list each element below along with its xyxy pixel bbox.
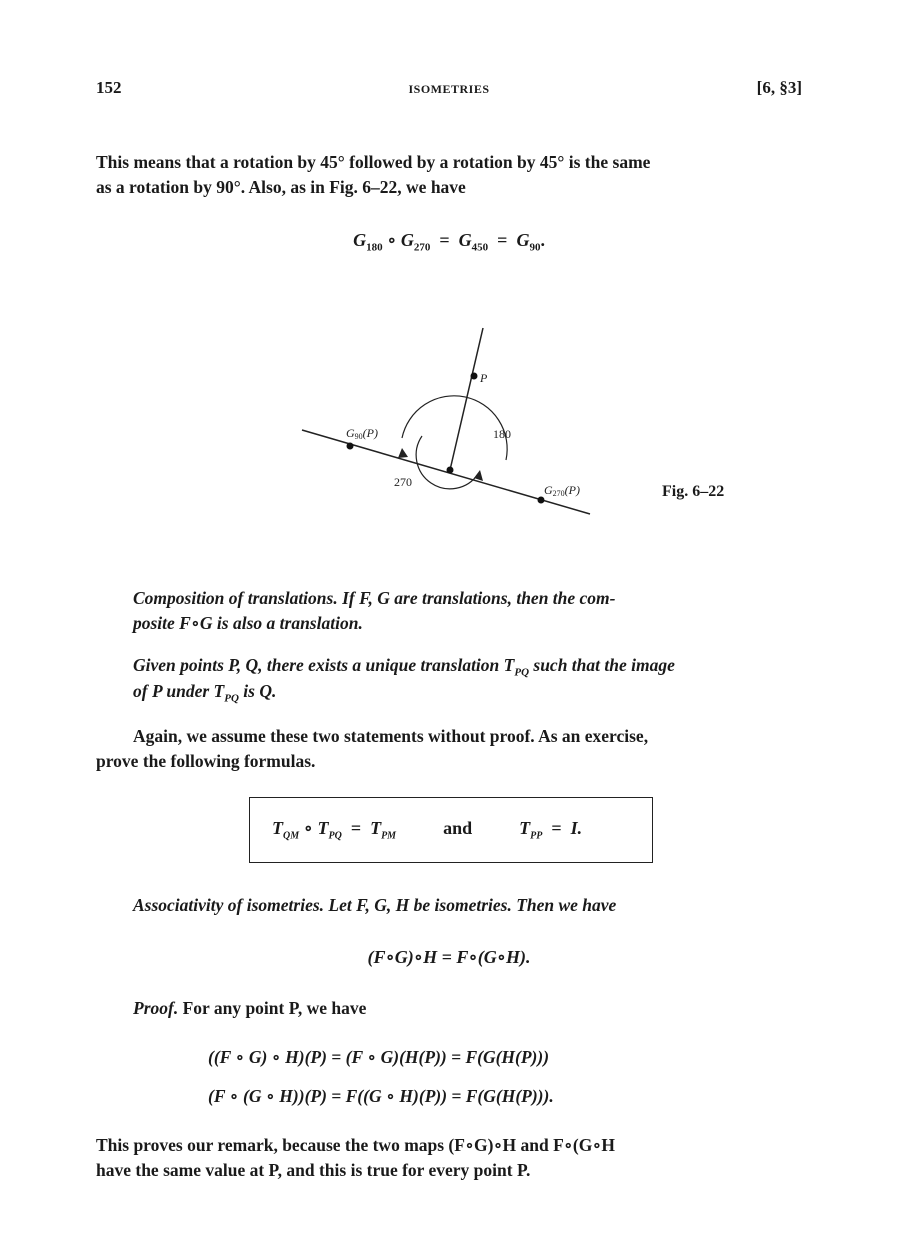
conclusion-line-2: have the same value at P, and this is true for every point P. (96, 1160, 531, 1180)
section-reference: [6, §3] (756, 78, 802, 97)
arc-270 (416, 436, 478, 489)
point-g270p (538, 497, 545, 504)
label-p: P (480, 371, 488, 385)
proof-equation-1: ((F ∘ G) ∘ H)(P) = (F ∘ G)(H(P)) = F(G(H(P))) (208, 1047, 550, 1067)
label-g90p: G90(P) (346, 426, 378, 441)
label-180: 180 (493, 427, 511, 441)
associativity-statement: Associativity of isometries. Let F, G, H be isometries. Then we have (133, 895, 617, 915)
figure-caption: Fig. 6–22 (662, 483, 725, 500)
translations-heading: Composition of translations. (133, 588, 338, 608)
paragraph-2-line-1: Again, we assume these two statements without proof. As an exercise, (133, 726, 649, 746)
running-title: ISOMETRIES (408, 82, 490, 96)
associativity-equation: (F∘G)∘H = F∘(G∘H). (367, 947, 531, 967)
label-g270p: G270(P) (544, 483, 580, 498)
paragraph-1-line-2: as a rotation by 90°. Also, as in Fig. 6–22, we have (96, 177, 466, 197)
proof-label: Proof. (133, 998, 179, 1018)
conclusion-line-1: This proves our remark, because the two maps (F∘G)∘H and F∘(G∘H (96, 1135, 616, 1155)
associativity-heading: Associativity of isometries. (133, 895, 325, 915)
center-point (447, 467, 454, 474)
given-line-2: of P under $T_{PQ}$ is Q. (133, 681, 277, 705)
label-270: 270 (394, 475, 412, 489)
point-p (471, 373, 478, 380)
translations-line-1: Composition of translations. If F, G are translations, then the com- (133, 588, 616, 608)
rotation-figure (290, 320, 610, 520)
proof-line: Proof. For any point P, we have (133, 998, 367, 1018)
proof-equation-2: (F ∘ (G ∘ H))(P) = F((G ∘ H)(P)) = F(G(H(P))). (208, 1086, 554, 1106)
paragraph-2-line-2: prove the following formulas. (96, 751, 316, 771)
arrow-180-head (398, 448, 408, 458)
arrow-270-head (474, 470, 483, 481)
boxed-formulas: $T_{QM}$ ∘ $T_{PQ} = T_{PM}$ and $T_{PP} = I$. (272, 818, 583, 842)
page-number: 152 (96, 78, 122, 97)
diagonal-line (302, 430, 590, 514)
ray-through-p (450, 328, 483, 470)
paragraph-1-line-1: This means that a rotation by 45° followed by a rotation by 45° is the same (96, 152, 651, 172)
translations-line-2: posite F∘G is also a translation. (133, 613, 363, 633)
equation-rotation-composition: $G_{180}$ ∘ $G_{270} = G_{450} = G_{90}$. (353, 230, 545, 254)
point-g90p (347, 443, 354, 450)
given-line-1: Given points P, Q, there exists a unique translation $T_{PQ}$ such that the image (133, 655, 675, 679)
